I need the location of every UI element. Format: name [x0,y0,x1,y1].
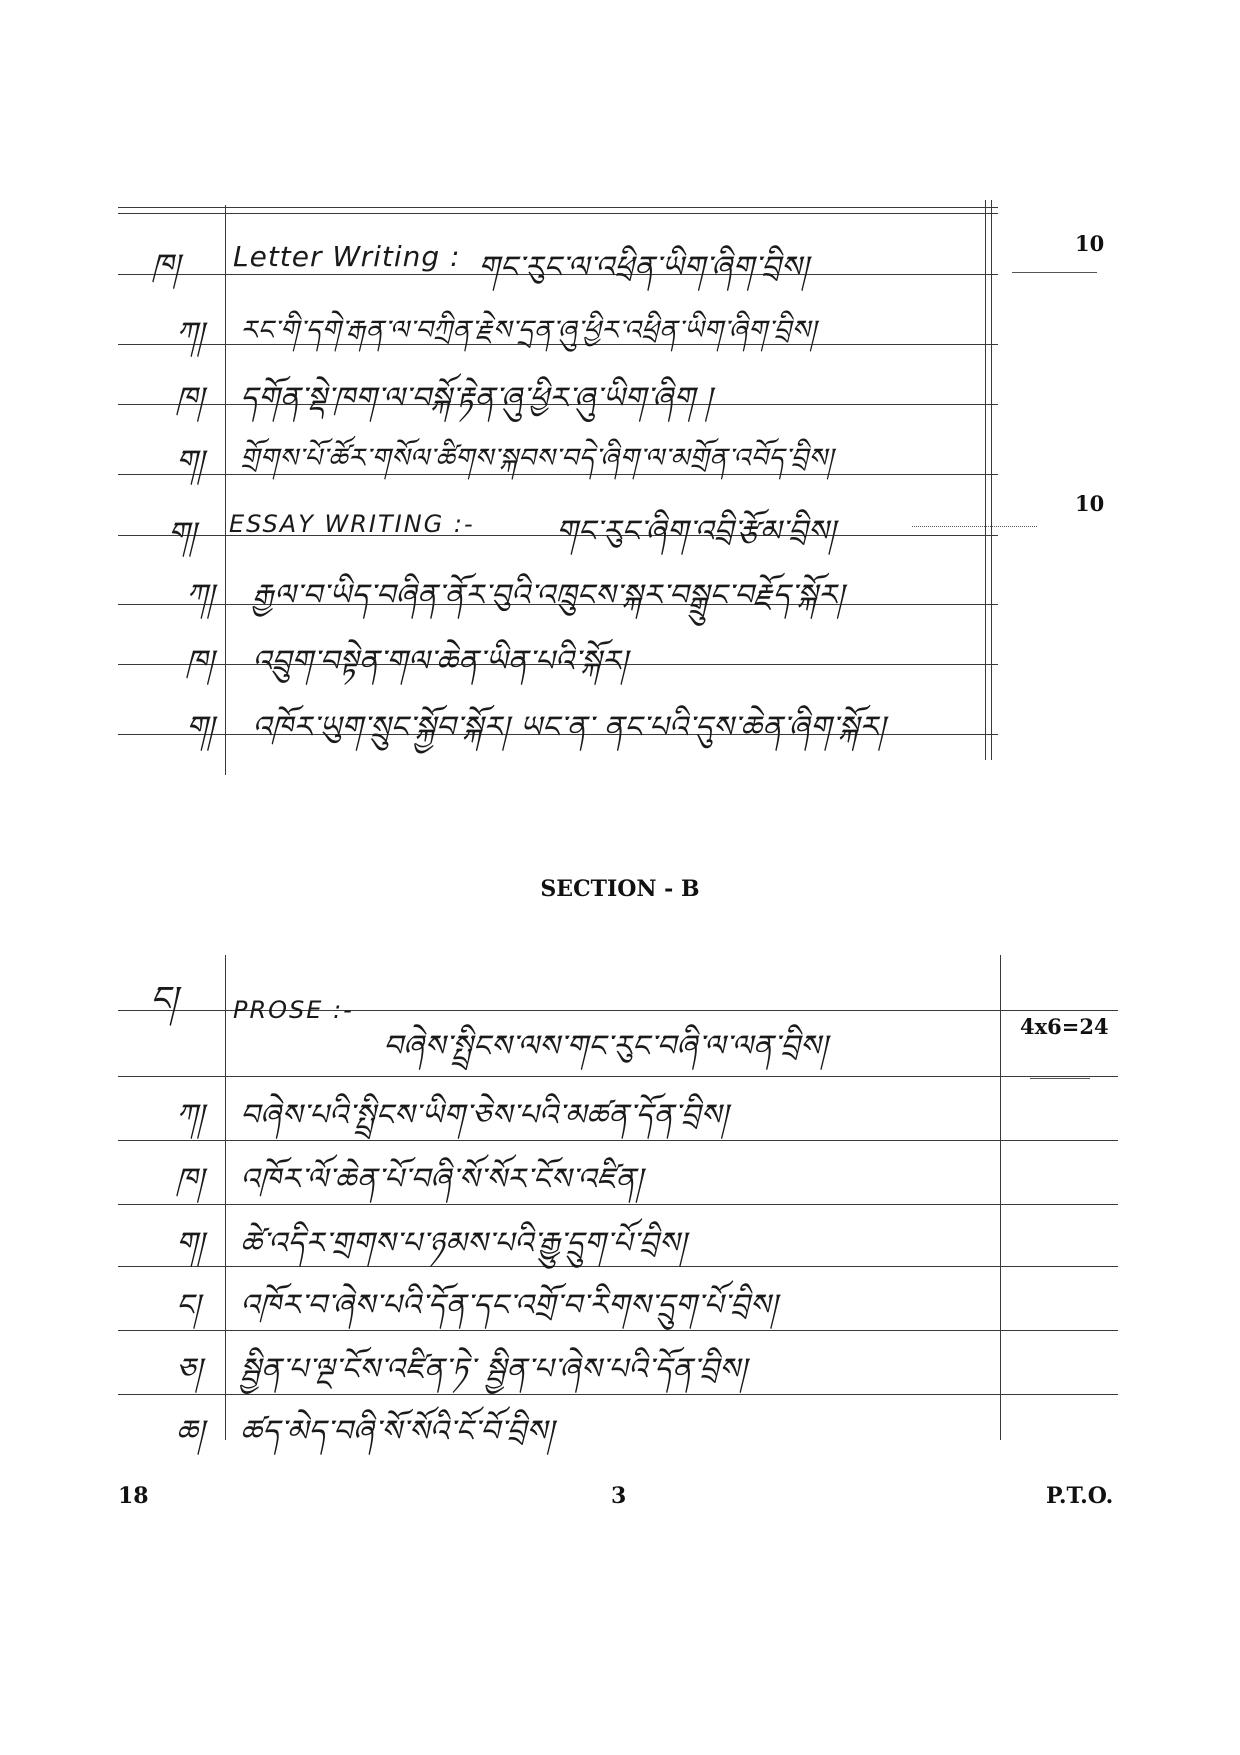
question-label: PROSE :- [233,996,354,1024]
question-label: Letter Writing : [233,240,461,273]
item-text: འཁོར་ཡུག་སྲུང་སྐྱོབ་སྐོར། ཡང་ན་ ནང་པའི་དུས་ཆེན་ཞིག་སྐོར། [252,710,886,745]
marks-value: 10 [1075,491,1105,516]
item-text: རང་གི་དགེ་རྒན་ལ་བཀྲིན་རྗེས་དྲན་ཞུ་ཕྱིར་འཕྲིན་ཡིག་ཞིག་བྲིས། [240,315,817,346]
marks-dash [1030,1078,1090,1079]
question-label: ESSAY WRITING :- [229,510,475,538]
question-number: ཁ། [152,248,180,283]
section-title: SECTION - B [540,876,700,902]
item-number: ཁ། [176,1162,204,1197]
item-text: འཁོར་ལོ་ཆེན་པོ་བཞི་སོ་སོར་ངོས་འཛིན། [240,1162,643,1197]
marks-dash [1012,272,1097,273]
item-number: ཀ། [176,316,204,351]
item-number: ཁ། [176,381,204,416]
item-number: ཀ། [186,578,214,613]
item-text: འབྲུག་བསྟེན་གལ་ཆེན་ཡིན་པའི་སྐོར། [252,644,628,679]
margin-line [991,200,992,760]
margin-line [985,200,986,760]
page-number: 3 [611,1483,627,1509]
question-number: ང། [150,979,178,1019]
item-number: ག། [176,1226,204,1261]
margin-line [1000,955,1001,1440]
ruled-line [118,207,998,208]
marks-value: 4x6=24 [1020,1014,1109,1039]
item-number: ག། [186,710,214,745]
item-text: སྦྱིན་པ་ལྔ་ངོས་འཛིན་ཏེ་ སྦྱིན་པ་ཞེས་པའི་དོན་བྲིས། [240,1352,747,1387]
margin-line [225,955,226,1440]
item-text: གྲོགས་པོ་ཚོར་གསོལ་ཚིགས་སྐབས་བདེ་ཞིག་ལ་མགྲོན་འབོད་བྲིས། [240,443,834,474]
page-code: 18 [118,1483,149,1509]
item-text: ཚེ་འདིར་གྲགས་པ་ཉམས་པའི་རྒྱུ་དྲུག་པོ་བྲིས། [240,1226,687,1261]
question-instruction: བཞེས་སྤྲིངས་ལས་གང་རུང་བཞི་ལ་ལན་བྲིས། [383,1029,828,1064]
item-number: ཀ། [176,1098,204,1133]
marks-value: 10 [1075,231,1105,256]
margin-line [225,205,226,775]
item-text: རྒྱལ་བ་ཡིད་བཞིན་ནོར་བུའི་འཁྲུངས་སྐར་བསྒྲུང་བརྗོད་སྐོར། [252,578,845,613]
item-number: ག། [176,444,204,479]
item-text: བཞེས་པའི་སྤྲིངས་ཡིག་ཅེས་པའི་མཚན་དོན་བྲིས། [240,1098,729,1133]
ruled-line [118,213,998,214]
item-text: འཁོར་བ་ཞེས་པའི་དོན་དང་འགྲོ་བ་རིགས་དྲུག་པོ་བྲིས། [240,1288,778,1323]
item-number: ཅ། [176,1352,202,1387]
item-number: ཁ། [186,644,214,679]
question-number: ག། [168,516,196,551]
item-number: ཆ། [176,1414,205,1449]
marks-dash [912,526,1037,527]
item-number: ང། [176,1288,200,1323]
item-text: ཚད་མེད་བཞི་སོ་སོའི་ངོ་བོ་བྲིས། [240,1414,555,1449]
item-text: དགོན་སྡེ་ཁག་ལ་བསྐོ་རྟེན་ཞུ་ཕྱིར་ཞུ་ཡིག་ཞིག ། [240,381,713,416]
pto-label: P.T.O. [1046,1483,1114,1509]
question-instruction: གང་རུང་ལ་འཕྲིན་ཡིག་ཞིག་བྲིས། [478,250,809,285]
question-instruction: གང་རུང་ཞིག་འབྲི་རྩོམ་བྲིས། [556,514,836,549]
